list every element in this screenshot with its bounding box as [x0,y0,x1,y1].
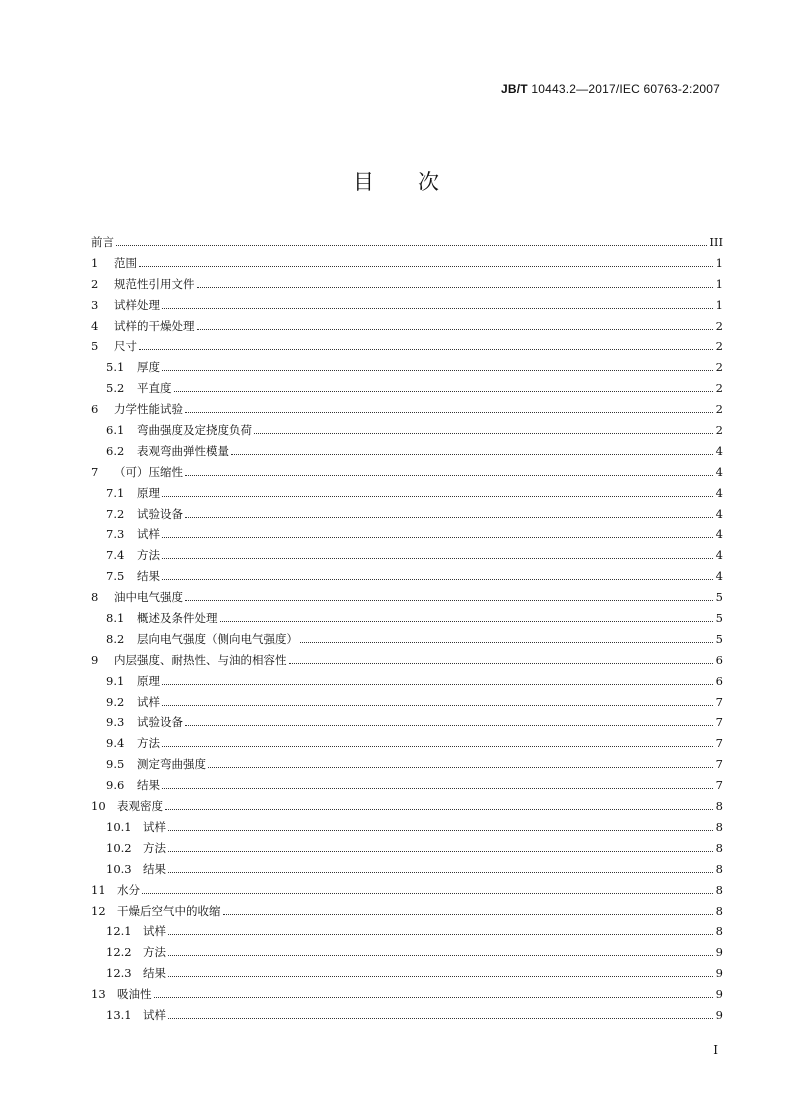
toc-entry[interactable] [91,377,723,398]
toc-entry[interactable] [91,941,723,962]
toc-entry-number: 7 [91,464,99,479]
toc-entry-label: 前言 [91,235,114,249]
toc-entry-page: 8 [715,903,723,918]
toc-entry[interactable] [91,231,723,252]
toc-entry-label: 结果 [137,569,160,584]
toc-entry-label: 原理 [137,485,160,500]
toc-dot-leader [162,356,713,371]
toc-dot-leader [162,482,713,497]
toc-entry-number: 9.4 [106,736,125,751]
toc-entry-label: 范围 [114,255,137,270]
toc-entry[interactable] [91,335,723,356]
toc-entry-number: 8 [91,590,99,605]
toc-entry-number: 1 [91,255,99,270]
toc-entry[interactable] [91,920,723,941]
toc-dot-leader [168,816,713,831]
toc-entry-number: 9.3 [106,715,125,730]
toc-entry-number: 10.2 [106,840,132,855]
toc-dot-leader [165,795,713,810]
toc-entry-page: 4 [715,485,723,500]
toc-entry-number: 10.3 [106,861,132,876]
toc-entry-page: 1 [715,255,723,270]
toc-entry-page: 2 [715,381,723,396]
toc-entry[interactable] [91,795,723,816]
toc-entry-number: 5 [91,339,99,354]
toc-dot-leader [174,377,714,392]
toc-entry-number: 6.2 [106,443,125,458]
toc-dot-leader [162,732,713,747]
toc-entry[interactable] [91,1004,723,1025]
toc-entry[interactable] [91,356,723,377]
toc-entry[interactable] [91,858,723,879]
toc-entry-label: 力学性能试验 [114,402,183,417]
toc-entry[interactable] [91,753,723,774]
toc-dot-leader [197,315,714,330]
toc-entry[interactable] [91,691,723,712]
toc-dot-leader [208,753,713,768]
toc-dot-leader [162,565,713,580]
toc-entry-label: 试验设备 [137,506,183,521]
toc-entry-number: 9.1 [106,673,125,688]
toc-dot-leader [154,983,714,998]
toc-entry-label: 方法 [137,736,160,751]
toc-dot-leader [162,523,713,538]
toc-dot-leader [142,879,713,894]
toc-entry-number: 8.1 [106,611,125,626]
page-title: 目次 [353,170,483,194]
toc-entry-number: 7.5 [106,569,125,584]
toc-entry-page: 2 [715,423,723,438]
toc-entry-label: 尺寸 [114,339,137,354]
toc-entry-page: 1 [715,276,723,291]
toc-entry-label: 内层强度、耐热性、与油的相容性 [114,652,287,667]
toc-dot-leader [300,628,713,643]
toc-dot-leader [168,920,713,935]
toc-entry-page: 7 [715,778,723,793]
toc-entry-label: 试样 [143,819,166,834]
toc-dot-leader [168,962,713,977]
toc-entry-label: 概述及条件处理 [137,611,218,626]
toc-entry-label: 试样处理 [114,297,160,312]
toc-entry-number: 10.1 [106,819,132,834]
toc-entry-page: 8 [715,861,723,876]
toc-dot-leader [168,837,713,852]
toc-entry[interactable] [91,628,723,649]
toc-entry[interactable] [91,294,723,315]
toc-entry-number: 3 [91,297,99,312]
toc-entry-page: 7 [715,715,723,730]
toc-dot-leader [162,294,713,309]
toc-entry-number: 7.1 [106,485,125,500]
toc-entry-page: 7 [715,736,723,751]
toc-entry-label: （可）压缩性 [114,464,183,479]
toc-entry-page: 5 [715,611,723,626]
toc-entry[interactable] [91,398,723,419]
toc-entry-number: 2 [91,276,99,291]
toc-dot-leader [116,231,707,246]
toc-entry-page: 4 [715,527,723,542]
toc-dot-leader [168,1004,713,1019]
toc-entry-number: 12 [91,903,106,918]
toc-dot-leader [185,503,713,518]
toc-entry-page: III [709,235,723,249]
toc-dot-leader [168,941,713,956]
toc-entry-page: 4 [715,506,723,521]
toc-entry[interactable] [91,523,723,544]
toc-dot-leader [231,440,713,455]
toc-entry[interactable] [91,315,723,336]
toc-dot-leader [220,607,714,622]
toc-entry-page: 8 [715,840,723,855]
toc-entry-label: 试样 [137,527,160,542]
toc-entry-number: 9.2 [106,694,125,709]
toc-dot-leader [139,252,713,267]
toc-entry-label: 平直度 [137,381,172,396]
toc-entry[interactable] [91,586,723,607]
toc-entry-number: 6.1 [106,423,125,438]
toc-entry-label: 厚度 [137,360,160,375]
toc-entry-label: 油中电气强度 [114,590,183,605]
toc-entry-label: 层向电气强度（侧向电气强度） [137,631,298,646]
toc-entry-page: 8 [715,799,723,814]
toc-entry-label: 弯曲强度及定挠度负荷 [137,423,252,438]
standard-code-number: 10443.2—2017/IEC 60763-2:2007 [527,82,720,96]
toc-dot-leader [162,691,713,706]
toc-entry-number: 9 [91,652,99,667]
toc-entry-number: 13.1 [106,1007,132,1022]
toc-entry[interactable] [91,273,723,294]
toc-entry-number: 7.4 [106,548,125,563]
standard-code [501,82,720,96]
toc-entry-page: 4 [715,548,723,563]
toc-entry[interactable] [91,983,723,1004]
toc-entry-label: 方法 [137,548,160,563]
toc-entry[interactable] [91,252,723,273]
toc-entry-page: 9 [715,987,723,1002]
toc-dot-leader [162,670,713,685]
toc-entry-label: 表观弯曲弹性模量 [137,443,229,458]
toc-dot-leader [162,544,713,559]
toc-entry-label: 方法 [143,945,166,960]
toc-dot-leader [185,711,713,726]
toc-entry-page: 4 [715,443,723,458]
toc-entry[interactable] [91,461,723,482]
toc-entry[interactable] [91,711,723,732]
toc-entry-page: 2 [715,360,723,375]
toc-entry[interactable] [91,607,723,628]
toc-entry[interactable] [91,837,723,858]
toc-entry[interactable] [91,565,723,586]
toc-entry-number: 10 [91,799,106,814]
toc-entry[interactable] [91,440,723,461]
toc-entry-label: 吸油性 [117,987,152,1002]
toc-entry-page: 4 [715,569,723,584]
toc-entry-label: 试样 [137,694,160,709]
toc-entry-number: 8.2 [106,631,125,646]
toc-entry-page: 4 [715,464,723,479]
toc-entry-number: 9.5 [106,757,125,772]
toc-entry-page: 5 [715,590,723,605]
toc-entry-page: 6 [715,673,723,688]
toc-entry-label: 规范性引用文件 [114,276,195,291]
toc-dot-leader [185,461,713,476]
toc-entry-label: 试样的干燥处理 [114,318,195,333]
toc-dot-leader [197,273,714,288]
toc-entry-number: 4 [91,318,99,333]
toc-entry-label: 原理 [137,673,160,688]
toc-entry-page: 8 [715,882,723,897]
toc-entry-number: 7.3 [106,527,125,542]
toc-entry-label: 测定弯曲强度 [137,757,206,772]
toc-entry-number: 12.3 [106,966,132,981]
toc-dot-leader [162,774,713,789]
toc-entry-number: 11 [91,882,106,897]
toc-entry-page: 9 [715,966,723,981]
toc-entry[interactable] [91,670,723,691]
toc-entry-page: 8 [715,924,723,939]
toc-entry-number: 5.2 [106,381,125,396]
toc-entry-number: 13 [91,987,106,1002]
toc-entry-label: 水分 [117,882,140,897]
toc-entry-label: 结果 [143,966,166,981]
toc-dot-leader [289,649,714,664]
toc-entry[interactable] [91,419,723,440]
toc-entry-label: 表观密度 [117,799,163,814]
toc-entry-number: 12.2 [106,945,132,960]
toc-dot-leader [254,419,713,434]
toc-entry-number: 12.1 [106,924,132,939]
toc-entry-number: 9.6 [106,778,125,793]
toc-entry-page: 7 [715,757,723,772]
toc-entry[interactable] [91,649,723,670]
toc-entry-label: 干燥后空气中的收缩 [117,903,221,918]
toc-entry-page: 8 [715,819,723,834]
toc-entry-label: 结果 [143,861,166,876]
toc-dot-leader [185,398,713,413]
toc-dot-leader [223,900,714,915]
toc-entry[interactable] [91,503,723,524]
toc-entry-page: 6 [715,652,723,667]
toc-entry-number: 5.1 [106,360,125,375]
toc-dot-leader [168,858,713,873]
toc-entry[interactable] [91,544,723,565]
page-number: I [713,1043,718,1057]
toc-entry[interactable] [91,816,723,837]
toc-entry-page: 7 [715,694,723,709]
toc-entry-label: 试验设备 [137,715,183,730]
toc-entry[interactable] [91,962,723,983]
toc-entry-label: 试样 [143,924,166,939]
standard-code-prefix: JB/T [501,82,528,96]
toc-entry[interactable] [91,482,723,503]
toc-entry-page: 2 [715,318,723,333]
toc-dot-leader [185,586,713,601]
toc-entry-page: 1 [715,297,723,312]
toc-entry-number: 7.2 [106,506,125,521]
toc-entry-label: 试样 [143,1007,166,1022]
toc-dot-leader [139,335,713,350]
toc-entry[interactable] [91,774,723,795]
toc-entry[interactable] [91,879,723,900]
toc-entry-page: 9 [715,945,723,960]
toc-entry-page: 9 [715,1007,723,1022]
toc-entry-page: 2 [715,339,723,354]
toc-entry[interactable] [91,732,723,753]
toc-entry-page: 2 [715,402,723,417]
toc-entry[interactable] [91,900,723,921]
table-of-contents [91,231,723,1025]
toc-entry-label: 结果 [137,778,160,793]
toc-entry-label: 方法 [143,840,166,855]
toc-entry-page: 5 [715,631,723,646]
toc-entry-number: 6 [91,402,99,417]
